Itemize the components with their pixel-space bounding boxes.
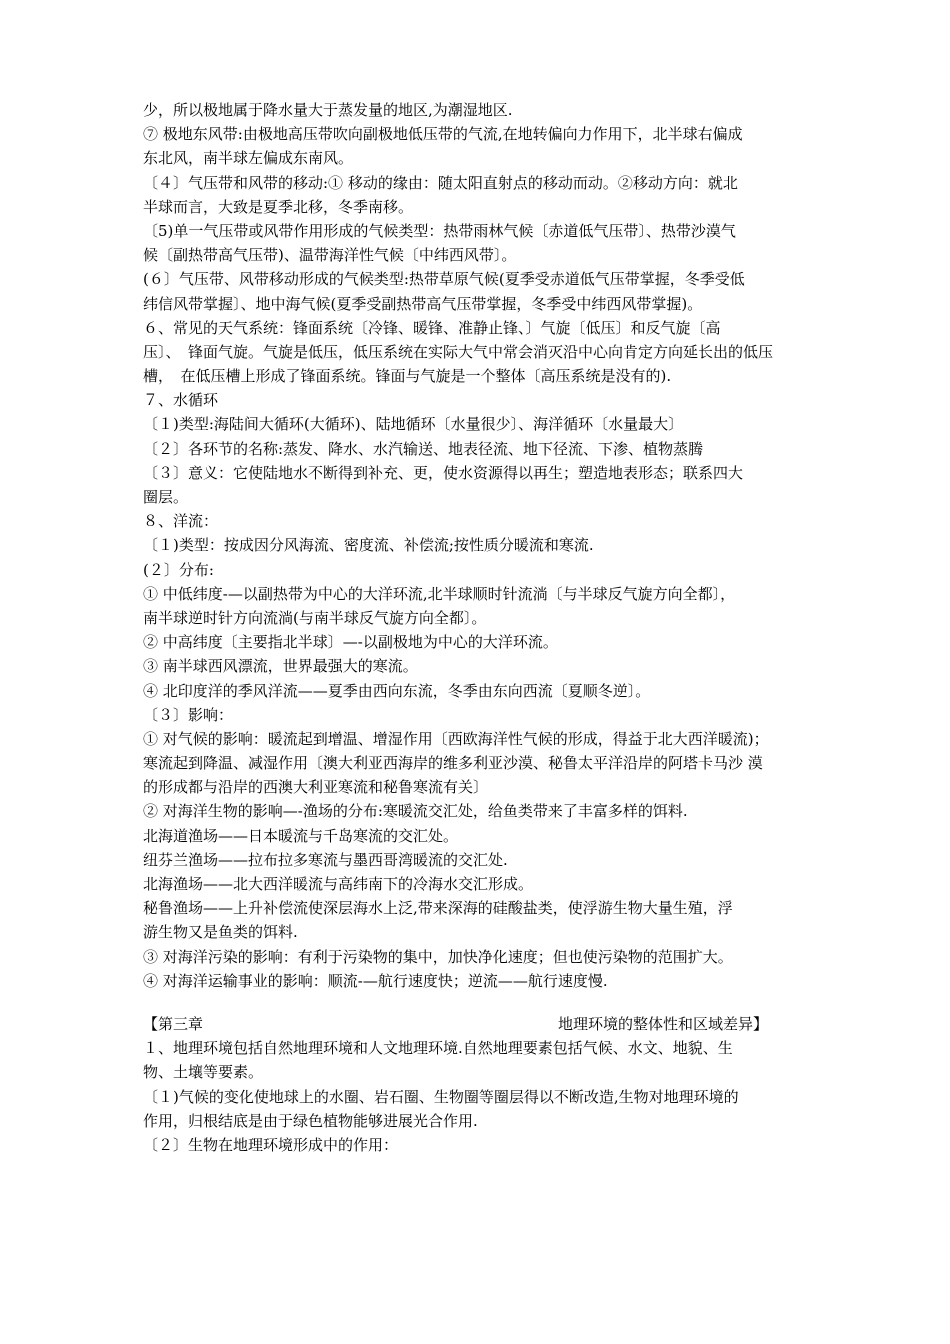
text-line: (２〕分布: bbox=[143, 560, 214, 579]
text-line: 槽， 在低压槽上形成了锋面系统。锋面与气旋是一个整体〔高压系统是没有的). bbox=[143, 367, 672, 386]
section-heading: ７、水循环 bbox=[143, 391, 219, 410]
text-line: ６、常见的天气系统：锋面系统〔冷锋、暖锋、准静止锋、〕气旋〔低压〕和反气旋〔高 bbox=[143, 318, 721, 337]
text-line: 〔１)类型：按成因分风海流、密度流、补偿流;按性质分暖流和寒流. bbox=[143, 536, 594, 555]
text-line: 〔３〕意义：它使陆地水不断得到补充、更，使水资源得以再生；塑造地表形态；联系四大 bbox=[143, 463, 744, 482]
text-line: ① 中低纬度-—以副热带为中心的大洋环流,北半球顺时针流淌〔与半球反气旋方向全都〕， bbox=[143, 584, 736, 603]
text-line: 东北风，南半球左偏成东南风。 bbox=[143, 149, 354, 168]
text-line: 的形成都与沿岸的西澳大利亚寒流和秘鲁寒流有关〕 bbox=[143, 778, 489, 797]
text-line: 作用，归根结底是由于绿色植物能够进展光合作用. bbox=[143, 1111, 478, 1130]
text-line: ④ 对海洋运输事业的影响：顺流-—航行速度快；逆流——航行速度慢. bbox=[143, 971, 608, 990]
text-line: ⑦ 极地东风带:由极地高压带吹向副极地低压带的气流,在地转偏向力作用下，北半球右偏成 bbox=[143, 125, 743, 144]
text-line: 游生物又是鱼类的饵料. bbox=[143, 923, 298, 942]
text-line: ② 对海洋生物的影响—-渔场的分布:寒暖流交汇处，给鱼类带来了丰富多样的饵料. bbox=[143, 802, 688, 821]
text-line: ② 中高纬度〔主要指北半球〕—-以副极地为中心的大洋环流。 bbox=[143, 633, 558, 652]
text-line: 候〔副热带高气压带)、温带海洋性气候〔中纬西风带〕。 bbox=[143, 246, 517, 265]
text-line: 〔２〕各环节的名称:蒸发、降水、水汽输送、地表径流、地下径流、下渗、植物蒸腾 bbox=[143, 439, 704, 458]
paragraph-gap bbox=[143, 993, 823, 1012]
text-line: 少，所以极地属于降水量大于蒸发量的地区,为潮湿地区. bbox=[143, 101, 513, 119]
chapter-heading bbox=[143, 1012, 823, 1036]
text-line: ④ 北印度洋的季风洋流——夏季由西向东流，冬季由东向西流〔夏顺冬逆〕。 bbox=[143, 681, 651, 700]
text-line: 南半球逆时针方向流淌(与南半球反气旋方向全都〕。 bbox=[143, 608, 487, 627]
text-line: 北海渔场——北大西洋暖流与高纬南下的冷海水交汇形成。 bbox=[143, 875, 534, 893]
text-line: 寒流起到降温、减湿作用〔澳大利亚西海岸的维多利亚沙漠、秘鲁太平洋沿岸的阿塔卡马沙 漠 bbox=[143, 754, 763, 773]
text-line: 物、土壤等要素。 bbox=[143, 1063, 264, 1082]
text-line: 北海道渔场——日本暖流与千岛寒流的交汇处。 bbox=[143, 826, 459, 845]
text-line: 〔２〕生物在地理环境形成中的作用： bbox=[143, 1135, 399, 1154]
text-line: 纽芬兰渔场——拉布拉多寒流与墨西哥湾暖流的交汇处. bbox=[143, 850, 508, 869]
section-heading: ８、洋流： bbox=[143, 512, 219, 531]
text-line: 〔４〕气压带和风带的移动:① 移动的缘由：随太阳直射点的移动而动。②移动方向：就北 bbox=[143, 173, 738, 192]
text-line: 秘鲁渔场——上升补偿流使深层海水上泛,带来深海的硅酸盐类，使浮游生物大量生殖，浮 bbox=[143, 899, 733, 918]
text-line: 圈层。 bbox=[143, 488, 189, 506]
text-line: ① 对气候的影响：暖流起到增温、增湿作用〔西欧海洋性气候的形成，得益于北大西洋暖流)； bbox=[143, 729, 769, 748]
text-line: ③ 南半球西风漂流，世界最强大的寒流。 bbox=[143, 657, 418, 676]
document-page bbox=[143, 98, 823, 1157]
text-line: 纬信风带掌握〕、地中海气候(夏季受副热带高气压带掌握，冬季受中纬西风带掌握)。 bbox=[143, 294, 703, 313]
chapter-heading-number: 【第三章 bbox=[143, 1014, 204, 1033]
text-line: ③ 对海洋污染的影响：有利于污染物的集中，加快净化速度；但也使污染物的范围扩大。 bbox=[143, 947, 733, 966]
text-line: (６〕气压带、风带移动形成的气候类型:热带草原气候(夏季受赤道低气压带掌握，冬季受低 bbox=[143, 270, 745, 289]
text-line: 〔１)气候的变化使地球上的水圈、岩石圈、生物圈等圈层得以不断改造,生物对地理环境的 bbox=[143, 1087, 739, 1106]
text-line: 压〕、 锋面气旋。气旋是低压，低压系统在实际大气中常会消灭沿中心向肯定方向延长出的低压 bbox=[143, 342, 774, 361]
text-line: 〔5)单一气压带或风带作用形成的气候类型：热带雨林气候〔赤道低气压带〕、热带沙漠气 bbox=[143, 221, 736, 240]
text-line: 半球而言，大致是夏季北移，冬季南移。 bbox=[143, 197, 414, 216]
text-line: １、地理环境包括自然地理环境和人文地理环境.自然地理要素包括气候、水文、地貌、生 bbox=[143, 1039, 733, 1058]
chapter-heading-title: 地理环境的整体性和区域差异】 bbox=[558, 1014, 769, 1033]
text-line: 〔１)类型:海陆间大循环(大循环)、陆地循环〔水量很少〕、海洋循环〔水量最大〕 bbox=[143, 415, 684, 434]
text-line: 〔３〕影响： bbox=[143, 705, 234, 724]
